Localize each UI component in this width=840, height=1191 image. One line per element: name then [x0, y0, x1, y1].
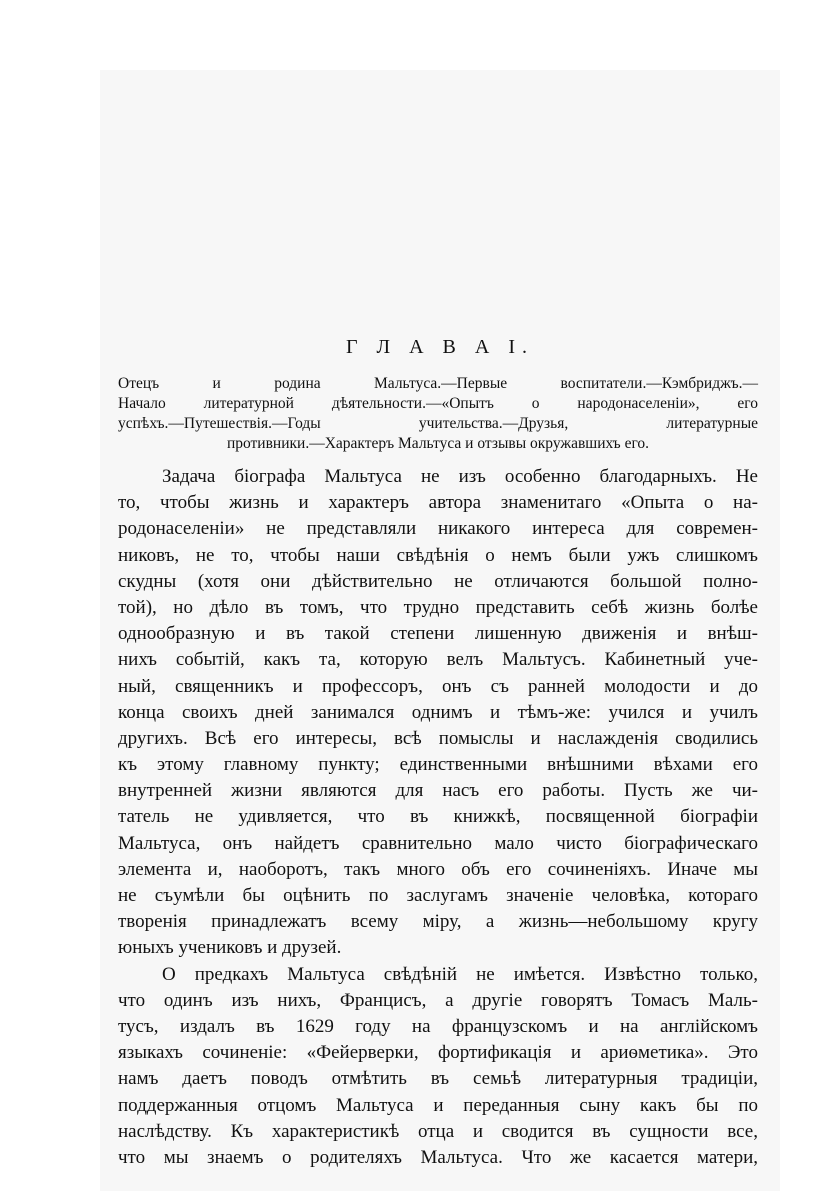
body-line: родонаселеніи» не представляли никакого интереса для современ- [118, 518, 758, 540]
summary-line: Начало литературной дѣятельности.—«Опытъ о народонаселеніи», его [118, 395, 758, 412]
body-line: О предкахъ Мальтуса свѣдѣній не имѣется. Извѣстно только, [162, 963, 758, 985]
chapter-title: Г Л А В А I. [345, 336, 534, 358]
body-line: Задача біографа Мальтуса не изъ особенно благодарныхъ. Не [162, 466, 758, 487]
body-line: юныхъ учениковъ и друзей. [118, 937, 342, 959]
body-line: скудны (хотя они дѣйствительно не отличаются большой полно- [118, 570, 758, 592]
summary-line: противники.—Характеръ Мальтуса и отзывы окружавшихъ его. [226, 435, 650, 452]
body-line: конца своихъ дней занимался однимъ и тѣмъ-же: учился и училъ [118, 701, 758, 723]
body-text [118, 464, 758, 1171]
body-line: татель не удивляется, что въ книжкѣ, посвященной біографіи [118, 806, 758, 828]
body-line: другихъ. Всѣ его интересы, всѣ помыслы и наслажденія сводились [118, 727, 758, 749]
body-line: ный, священникъ и профессоръ, онъ съ ранней молодости и до [118, 675, 758, 697]
body-line: къ этому главному пункту; единственными внѣшними вѣхами его [118, 754, 758, 776]
body-line: внутренней жизни являются для насъ его работы. Пусть же чи- [118, 780, 758, 802]
body-line: то, чтобы жизнь и характеръ автора знаменитаго «Опыта о на- [118, 492, 758, 514]
body-line: нихъ событій, какъ та, которую велъ Мальтусъ. Кабинетный уче- [118, 649, 758, 671]
body-line: никовъ, не то, чтобы наши свѣдѣнія о немъ были ужъ слишкомъ [118, 544, 758, 566]
body-line: что мы знаемъ о родителяхъ Мальтуса. Что же касается матери, [118, 1146, 758, 1168]
summary-line: успѣхъ.—Путешествія.—Годы учительства.—Друзья, литературные [118, 415, 758, 432]
chapter-summary [118, 374, 758, 454]
body-line: элемента и, наоборотъ, такъ много объ его сочиненіяхъ. Иначе мы [118, 858, 758, 880]
body-line: тусъ, издалъ въ 1629 году на французскомъ и на англійскомъ [118, 1015, 758, 1037]
body-line: языкахъ сочиненіе: «Фейерверки, фортификація и ариѳметика». Это [118, 1042, 758, 1064]
body-line: что одинъ изъ нихъ, Францисъ, а другіе говорятъ Томасъ Маль- [118, 989, 758, 1011]
body-line: Мальтуса, онъ найдетъ сравнительно мало чисто біографическаго [118, 832, 758, 854]
summary-line: Отецъ и родина Мальтуса.—Первые воспитатели.—Кэмбриджъ.— [118, 375, 758, 392]
body-line: поддержанныя отцомъ Мальтуса и переданныя сыну какъ бы по [118, 1094, 758, 1116]
body-line: творенія принадлежатъ всему міру, а жизнь—небольшому кругу [118, 911, 758, 933]
body-line: однообразную и въ такой степени лишенную движенія и внѣш- [118, 623, 758, 645]
body-line: наслѣдству. Къ характеристикѣ отца и сводится въ сущности все, [118, 1120, 758, 1142]
body-line: не съумѣли бы оцѣнить по заслугамъ значеніе человѣка, котораго [118, 885, 758, 906]
body-line: намъ даетъ поводъ отмѣтить въ семьѣ литературныя традиціи, [118, 1068, 758, 1090]
body-line: той), но дѣло въ томъ, что трудно представить себѣ жизнь болѣе [118, 596, 758, 618]
